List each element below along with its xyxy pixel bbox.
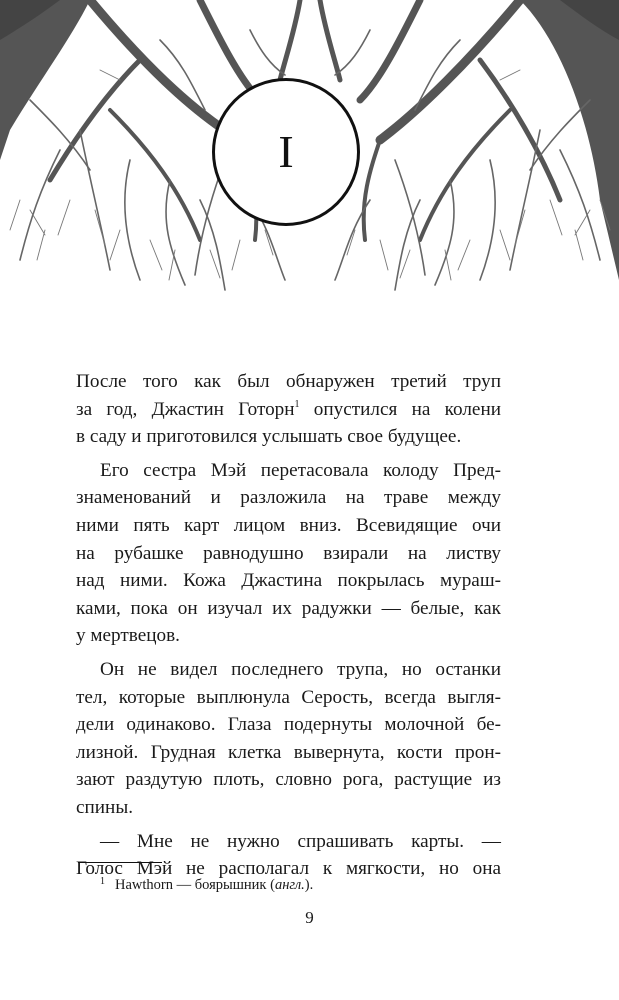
text-line: ними пять карт лицом вниз. Всевидящие очи [76,514,501,536]
footnote-reference: 1 [294,398,300,410]
paragraph-2 [76,457,501,650]
text-line: дели одинаково. Глаза подернуты молочной бе- [76,714,501,736]
footnote [100,872,500,895]
footnote-text-italic: англ. [274,877,305,893]
footnote-text: ). [304,877,314,893]
text-line: лизной. Грудная клетка вывернута, кости прон- [76,741,501,763]
text-line: у мертвецов. [76,625,180,647]
footnote-number: 1 [100,876,105,887]
text-line: спины. [76,796,134,818]
footnote-text: Hawthorn — боярышник ( [115,877,275,893]
text-line: ками, пока он изучал их радужки — белые, как [76,597,501,619]
text-fragment: за год, Джастин Готорн [76,398,295,420]
page-number: 9 [305,908,314,927]
text-line: После того как был обнаружен третий труп [76,371,501,392]
text-line: на рубашке равнодушно взирали на листву [76,542,501,564]
text-line: тел, которые выплюнула Серость, всегда выгля- [76,686,501,708]
text-line [76,396,501,424]
text-line: Он не видел последнего трупа, но останки [100,658,501,680]
text-line: Голос Мэй не располагал к мягкости, но она [76,858,501,880]
paragraph-1 [76,368,501,451]
text-line: Его сестра Мэй перетасовала колоду Пред- [100,459,501,481]
text-line: зают раздутую плоть, словно рога, растущие из [76,769,501,791]
text-fragment: опустился на колени [299,398,501,420]
body-text [76,368,501,889]
footnote-divider [78,862,162,863]
text-line: в саду и приготовился услышать свое будущее. [76,426,462,448]
chapter-numeral: I [278,126,294,177]
paragraph-3 [76,656,501,822]
chapter-number-circle [212,78,360,226]
text-line: знаменований и разложила на траве между [76,487,501,509]
text-line: над ними. Кожа Джастина покрылась мураш- [76,570,501,592]
text-line: — Мне не нужно спрашивать карты. — [100,830,501,852]
